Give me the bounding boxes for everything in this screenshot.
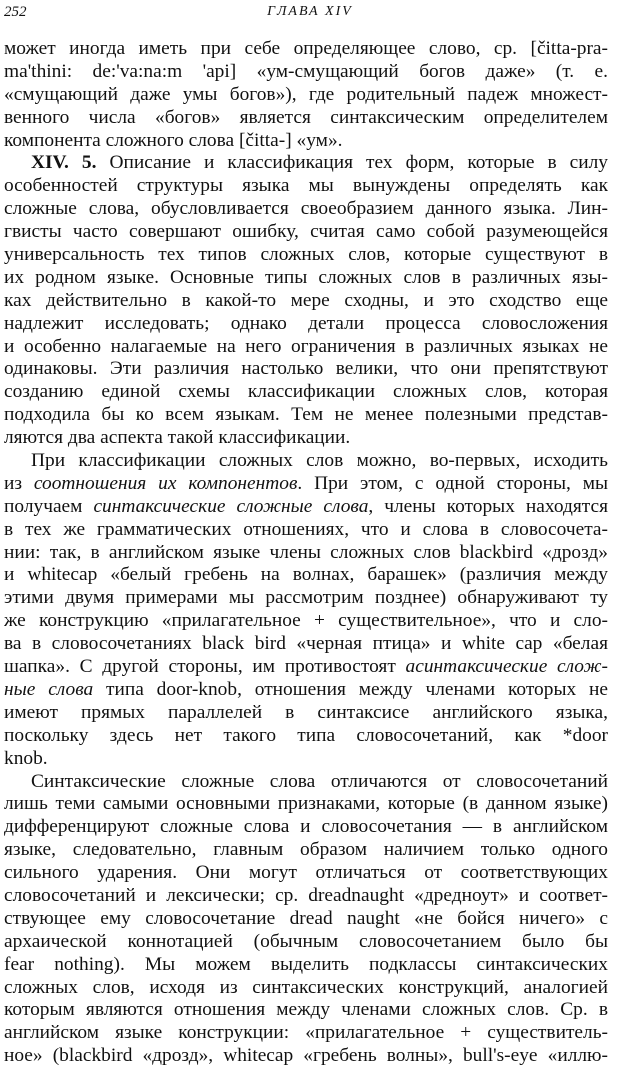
text-run: fear nothing). Мы можем выделить подклассы синтаксических: [4, 953, 608, 975]
text-line: [4, 999, 608, 1022]
text-line: [4, 542, 608, 565]
text-run: сильного ударения. Они могут отличаться от соответствующих: [4, 862, 608, 884]
text-line: [4, 862, 608, 885]
section-number: XIV. 5.: [31, 152, 97, 174]
text-run: получаем: [4, 495, 94, 517]
text-line: [4, 748, 608, 771]
text-run: ва в словосочетаниях black bird «черная птица» и white cap «белая: [4, 633, 608, 655]
text-line: [4, 244, 608, 267]
text-line: [4, 61, 608, 84]
text-line: [4, 267, 608, 290]
text-line: [4, 473, 608, 496]
text-run: имеют прямых параллелей в синтаксисе английского языка,: [4, 701, 608, 723]
text-run: поскольку здесь нет такого типа словосочетаний, как *door: [4, 724, 608, 746]
text-run: в тех же грамматических отношениях, что и слова в словосочета-: [4, 518, 608, 540]
text-run: венного числа «богов» является синтаксическим определителем: [4, 106, 608, 128]
text-run: и особенно налагаемые на него ограничения в различных языках не: [4, 335, 608, 357]
text-line: [4, 931, 608, 954]
text-run: английском языке конструкции: «прилагательное + существитель-: [4, 1022, 608, 1044]
text-run: Синтаксические сложные слова отличаются от словосочетаний: [31, 770, 608, 792]
text-line: [4, 1045, 608, 1068]
text-line: [4, 610, 608, 633]
page-number: 252: [4, 4, 27, 20]
text-run: одинаковы. Эти различия настолько велики, что они препятствуют: [4, 358, 608, 380]
text-run: универсальность тех типов сложных слов, которые существуют в: [4, 244, 608, 266]
text-run: и whitecap «белый гребень на волнах, барашек» (различия между: [4, 564, 608, 586]
text-line: [4, 450, 608, 473]
text-line: [4, 587, 608, 610]
text-run: сложные слова, обусловливается своеобразием данного языка. Лин-: [4, 198, 608, 220]
text-run: knob.: [4, 747, 48, 769]
italic-term: ные слова: [4, 678, 94, 700]
text-run: нии: так, в английском языке члены сложных слов blackbird «дрозд»: [4, 541, 608, 563]
text-run: шапка». С другой стороны, им противостоят: [4, 656, 406, 678]
text-run: . При этом, с одной стороны, мы: [297, 472, 608, 494]
text-run: «смущающий даже умы богов»), где родительный падеж множест-: [4, 83, 608, 105]
text-run: особенностей структуры языка мы вынуждены определять как: [4, 175, 608, 197]
body-text: [4, 38, 608, 1068]
text-run: их родном языке. Основные типы сложных слов в различных язы-: [4, 266, 608, 288]
text-run: словосочетаний и лексически; ср. dreadnaught «дредноут» и соответ-: [4, 884, 608, 906]
text-run: ляются два аспекта такой классификации.: [4, 427, 351, 449]
text-run: лишь теми самыми основными признаками, которые (в данном языке): [4, 793, 608, 815]
text-line: [4, 885, 608, 908]
text-run: языке, следовательно, главным образом наличием только одного: [4, 839, 608, 861]
text-run: ствующее ему словосочетание dread naught «не бойся ничего» с: [4, 907, 608, 929]
text-line: [4, 175, 608, 198]
text-run: созданию единой схемы классификации сложных слов, которая: [4, 381, 608, 403]
text-line: [4, 564, 608, 587]
text-line: [4, 381, 608, 404]
text-line: [4, 84, 608, 107]
chapter-title: ГЛАВА XIV: [267, 4, 353, 19]
text-run: дифференцируют сложные слова и словосочетания — в английском: [4, 816, 608, 838]
text-run: которым являются отношения между членами сложных слов. Ср. в: [4, 999, 608, 1021]
text-line: [4, 221, 608, 244]
text-line: [4, 908, 608, 931]
text-run: ках действительно в какой-то мере сходны, и это сходство еще: [4, 289, 608, 311]
text-run: Описание и классификация тех форм, которые в силу: [109, 152, 608, 174]
text-line: [4, 290, 608, 313]
text-run: надлежит исследовать; однако детали процесса словосложения: [4, 312, 608, 334]
text-line: [4, 336, 608, 359]
text-line: [4, 725, 608, 748]
text-line: [4, 152, 608, 175]
text-line: [4, 954, 608, 977]
text-run: , члены которых находятся: [368, 495, 608, 517]
text-line: [4, 38, 608, 61]
text-run: из: [4, 472, 34, 494]
text-run: При классификации сложных слов можно, во-первых, исходить: [31, 450, 608, 472]
text-line: [4, 793, 608, 816]
text-run: гвисты часто совершают ошибку, считая само собой разумеющейся: [4, 221, 608, 243]
text-run: компонента сложного слова [čitta-] «ум».: [4, 129, 343, 151]
text-line: [4, 404, 608, 427]
text-line: [4, 1022, 608, 1045]
text-line: [4, 358, 608, 381]
text-line: [4, 679, 608, 702]
text-line: [4, 839, 608, 862]
text-line: [4, 977, 608, 1000]
text-line: [4, 519, 608, 542]
text-line: [4, 427, 608, 450]
text-line: [4, 130, 608, 153]
text-run: этими двумя примерами мы рассмотрим позднее) обнаруживают ту: [4, 587, 608, 609]
text-run: типа door-knob, отношения между членами которых не: [93, 678, 608, 700]
text-line: [4, 313, 608, 336]
text-run: архаической коннотацией (обычным словосочетанием было бы: [4, 930, 608, 952]
text-run: сложных слов, исходя из синтаксических конструкций, аналогией: [4, 976, 608, 998]
text-line: [4, 198, 608, 221]
text-line: [4, 771, 608, 794]
text-line: [4, 656, 608, 679]
text-line: [4, 633, 608, 656]
text-run: ma'thini: de:'va:na:m 'api] «ум-смущающий богов даже» (т. е.: [4, 60, 608, 82]
text-run: подходила бы ко всем языкам. Тем не менее полезными представ-: [4, 404, 608, 426]
text-run: ное» (blackbird «дрозд», whitecap «гребень волны», bull's-eye «иллю-: [4, 1045, 608, 1067]
text-line: [4, 702, 608, 725]
text-run: же конструкцию «прилагательное + существительное», что и сло-: [4, 610, 608, 632]
italic-term: асинтаксические слож-: [405, 656, 608, 678]
text-line: [4, 496, 608, 519]
running-head: [4, 4, 616, 26]
italic-term: соотношения их компонентов: [33, 472, 298, 494]
text-line: [4, 107, 608, 130]
text-run: может иногда иметь при себе определяющее слово, ср. [čitta-pra-: [4, 38, 608, 59]
text-line: [4, 816, 608, 839]
italic-term: синтаксические сложные слова: [93, 495, 369, 517]
